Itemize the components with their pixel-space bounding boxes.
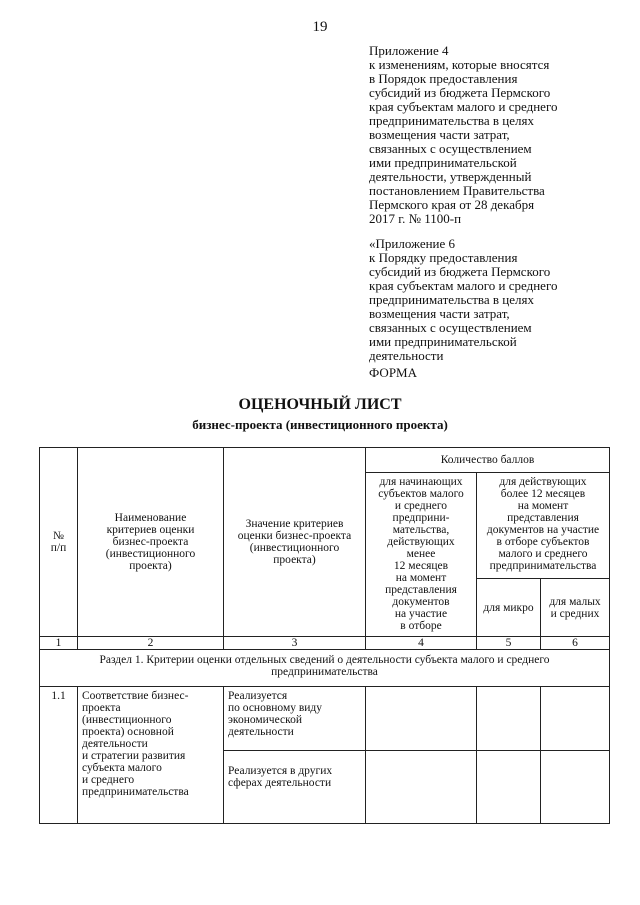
document-subtitle: бизнес-проекта (инвестиционного проекта) xyxy=(192,417,448,432)
score-cell[interactable] xyxy=(541,687,610,751)
cell-text-line: и стратегии развития xyxy=(82,750,186,762)
cell-text-line: критериев оценки xyxy=(106,524,195,536)
cell-text-line: документов на участие xyxy=(486,524,600,536)
col-number-5: 5 xyxy=(477,637,541,650)
cell-text-line: и среднего xyxy=(82,774,135,786)
cell-text-line: субъекта малого xyxy=(82,762,162,774)
cell-text-line: для действующих xyxy=(499,476,587,488)
appendix-4-line: к изменениям, которые вносятся xyxy=(369,57,550,72)
cell-text-line: оценки бизнес-проекта xyxy=(237,530,352,542)
header-number xyxy=(40,448,78,637)
cell-text-line: на момент xyxy=(517,500,569,512)
cell-text-line: действующих xyxy=(387,536,455,548)
evaluation-table xyxy=(39,447,610,824)
score-cell[interactable] xyxy=(541,751,610,824)
cell-text-line: документов xyxy=(392,596,450,608)
appendix-4-line: в Порядок предоставления xyxy=(369,71,518,86)
row-1-1-criterion xyxy=(78,687,224,824)
cell-text-line: предпринимательства xyxy=(82,786,189,798)
header-small-medium xyxy=(541,579,610,637)
cell-text-line: бизнес-проекта xyxy=(112,536,189,548)
cell-text-line: п/п xyxy=(50,542,67,554)
cell-text-line: мательства, xyxy=(392,524,450,536)
col-number-6: 6 xyxy=(541,637,610,650)
appendix-4-line: ими предпринимательской xyxy=(369,155,517,170)
appendix-6-line: «Приложение 6 xyxy=(369,236,456,251)
header-existing-subjects xyxy=(477,473,610,579)
col-number-4: 4 xyxy=(366,637,477,650)
appendix-6-line: края субъектам малого и среднего xyxy=(369,278,558,293)
cell-text-line: предпринимательства xyxy=(271,666,378,678)
cell-text-line: представления xyxy=(507,512,579,524)
score-cell[interactable] xyxy=(477,751,541,824)
row-1-1-value-other xyxy=(224,751,366,824)
cell-text-line: по основному виду xyxy=(228,702,323,714)
cell-text-line: малого и среднего xyxy=(498,548,588,560)
cell-text-line: проекта xyxy=(82,702,121,714)
col-number-3: 3 xyxy=(224,637,366,650)
cell-text-line: для начинающих xyxy=(379,476,463,488)
cell-text-line: предпринимательства xyxy=(489,560,597,572)
col-number-1: 1 xyxy=(40,637,78,650)
appendix-4-line: предпринимательства в целях xyxy=(369,113,534,128)
cell-text-line: Значение критериев xyxy=(245,518,344,530)
appendix-4-line: субсидий из бюджета Пермского xyxy=(369,85,551,100)
cell-text-line: на момент xyxy=(395,572,447,584)
appendix-6-line: связанных с осуществлением xyxy=(369,320,532,335)
appendix-6-block xyxy=(369,237,629,363)
cell-text-line: сферах деятельности xyxy=(228,777,332,789)
forma-label: ФОРМА xyxy=(369,365,417,380)
appendix-4-block xyxy=(369,44,629,226)
cell-text-line: (инвестиционного xyxy=(105,548,196,560)
cell-text-line: № xyxy=(53,530,64,542)
header-starting-subjects xyxy=(366,473,477,637)
cell-text-line: Раздел 1. Критерии оценки отдельных сведений о деятельности субъекта малого и среднего xyxy=(99,654,550,666)
header-criteria-value xyxy=(224,448,366,637)
cell-text-line: деятельности xyxy=(82,738,148,750)
cell-text-line: Реализуется xyxy=(228,690,288,702)
score-cell[interactable] xyxy=(366,687,477,751)
cell-text-line: для малых xyxy=(549,595,601,608)
cell-text-line: 12 месяцев xyxy=(393,560,449,572)
cell-text-line: субъектов малого xyxy=(378,488,464,500)
cell-text-line: проекта) xyxy=(129,560,172,572)
cell-text-line: и средних xyxy=(550,607,600,620)
appendix-4-line: деятельности, утвержденный xyxy=(369,169,532,184)
appendix-6-line: возмещения части затрат, xyxy=(369,306,510,321)
appendix-6-line: субсидий из бюджета Пермского xyxy=(369,264,551,279)
appendix-4-line: Пермского края от 28 декабря xyxy=(369,197,535,212)
cell-text-line: проекта) xyxy=(273,554,316,566)
header-micro: для микро xyxy=(477,579,541,637)
col-number-2: 2 xyxy=(78,637,224,650)
cell-text-line: в отборе xyxy=(400,620,442,632)
appendix-4-line: связанных с осуществлением xyxy=(369,141,532,156)
appendix-4-line: постановлением Правительства xyxy=(369,183,545,198)
section-1-header xyxy=(40,650,610,687)
cell-text-line: и среднего xyxy=(394,500,448,512)
appendix-4-line: 2017 г. № 1100-п xyxy=(369,211,462,226)
score-cell[interactable] xyxy=(477,687,541,751)
cell-text-line: Соответствие бизнес- xyxy=(82,690,189,702)
appendix-4-line: возмещения части затрат, xyxy=(369,127,510,142)
cell-text-line: Реализуется в других xyxy=(228,765,333,777)
cell-text-line: в отборе субъектов xyxy=(496,536,590,548)
appendix-6-line: к Порядку предоставления xyxy=(369,250,518,265)
cell-text-line: деятельности xyxy=(228,726,294,738)
row-1-1-number: 1.1 xyxy=(40,687,78,824)
cell-text-line: (инвестиционного xyxy=(82,714,172,726)
appendix-4-line: Приложение 4 xyxy=(369,43,449,58)
appendix-6-line: деятельности xyxy=(369,348,444,363)
page-number: 19 xyxy=(312,19,328,35)
header-criteria-name xyxy=(78,448,224,637)
cell-text-line: на участие xyxy=(394,608,448,620)
header-score-count: Количество баллов xyxy=(366,448,610,473)
cell-text-line: (инвестиционного xyxy=(249,542,340,554)
cell-text-line: предприни- xyxy=(392,512,450,524)
cell-text-line: проекта) основной xyxy=(82,726,174,738)
cell-text-line: представления xyxy=(385,584,457,596)
row-1-1-value-main xyxy=(224,687,366,751)
appendix-4-line: края субъектам малого и среднего xyxy=(369,99,558,114)
cell-text-line: более 12 месяцев xyxy=(500,488,586,500)
score-cell[interactable] xyxy=(366,751,477,824)
cell-text-line: Наименование xyxy=(114,512,187,524)
appendix-6-line: ими предпринимательской xyxy=(369,334,517,349)
cell-text-line: экономической xyxy=(228,714,302,726)
cell-text-line: менее xyxy=(406,548,436,560)
appendix-6-line: предпринимательства в целях xyxy=(369,292,534,307)
document-title: ОЦЕНОЧНЫЙ ЛИСТ xyxy=(238,396,402,413)
